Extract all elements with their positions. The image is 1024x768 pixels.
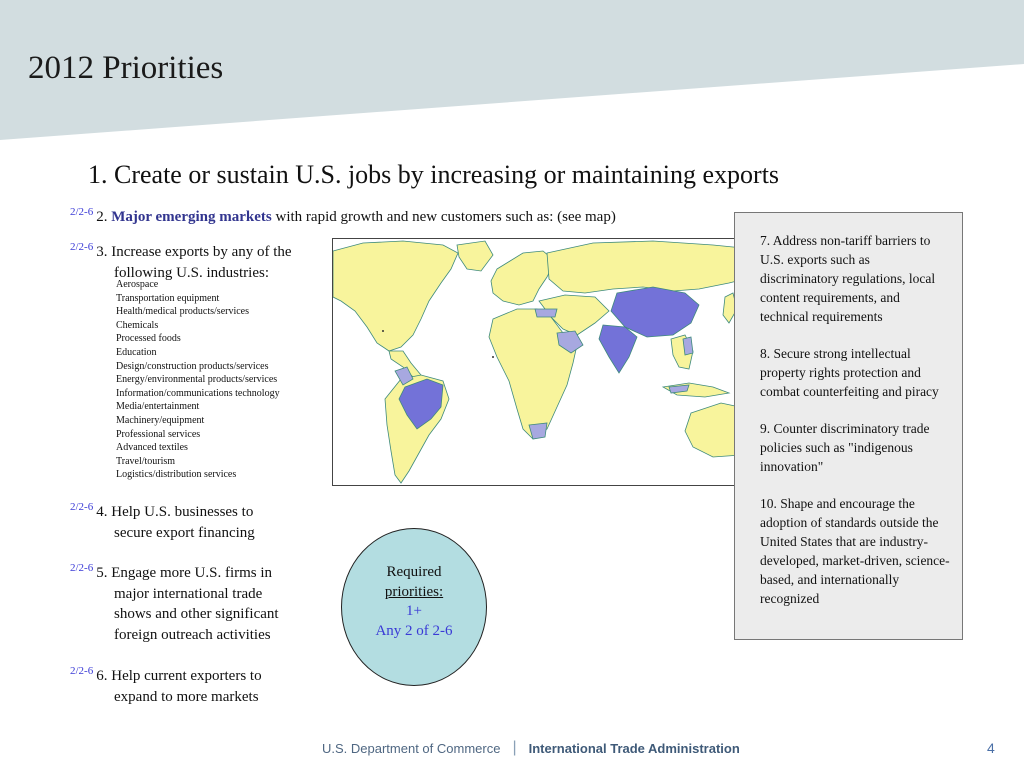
india — [599, 325, 637, 373]
required-count: 1+ — [406, 603, 422, 619]
major-emerging-markets: Major emerging markets — [111, 209, 272, 225]
priority-line: 5. Engage more U.S. firms in — [96, 565, 273, 581]
world-map-graphic — [333, 239, 753, 485]
additional-priorities-box — [734, 212, 963, 640]
ocean-dot — [382, 330, 384, 332]
world-map — [332, 238, 754, 486]
industry-list — [116, 278, 280, 482]
priority-line: foreign outreach activities — [114, 626, 271, 643]
industry-item: Advanced textiles — [116, 442, 188, 454]
industry-item: Media/entertainment — [116, 401, 200, 413]
priority-3 — [70, 237, 292, 283]
turkey — [535, 309, 557, 317]
industry-item: Machinery/equipment — [116, 414, 205, 426]
priority-tag: 2/2-6 — [70, 206, 94, 218]
industry-item: Processed foods — [116, 333, 181, 345]
ocean-dot — [492, 356, 494, 358]
slide-title: 2012 Priorities — [28, 50, 224, 86]
required-label: Required — [386, 564, 442, 580]
required-priorities-circle — [341, 528, 487, 686]
footer-agency: International Trade Administration — [528, 740, 740, 756]
required-range: Any 2 of 2-6 — [375, 622, 453, 639]
priority-9: 9. Counter discriminatory trade policies such as "indigenous innovation" — [760, 421, 930, 474]
headline: 1. Create or sustain U.S. jobs by increasing or maintaining exports — [88, 160, 780, 189]
footer-separator: | — [512, 739, 517, 756]
north-america — [333, 241, 458, 351]
footer-department: U.S. Department of Commerce — [322, 740, 501, 756]
industry-item: Energy/environmental products/services — [116, 374, 278, 386]
priority-text: with rapid growth and new customers such as: (see map) — [275, 209, 616, 225]
priority-line: shows and other significant — [114, 606, 279, 622]
footer — [322, 739, 740, 757]
priority-line: 4. Help U.S. businesses to — [96, 504, 254, 520]
industry-item: Education — [116, 346, 157, 358]
industry-item: Travel/tourism — [116, 455, 176, 467]
priority-2 — [70, 202, 616, 228]
priority-tag: 2/2-6 — [70, 501, 94, 513]
priority-line: expand to more markets — [114, 688, 259, 705]
priority-line: 3. Increase exports by any of the — [96, 244, 292, 260]
priority-line: secure export financing — [114, 524, 255, 541]
russia — [547, 241, 753, 293]
priority-10: 10. Shape and encourage the adoption of standards outside the United States that are industry-developed, market-driven, science-based, and internationally recognized — [760, 496, 950, 606]
page-number: 4 — [987, 740, 995, 756]
industry-item: Information/communications technology — [116, 387, 280, 399]
priority-4 — [70, 497, 255, 543]
priority-8: 8. Secure strong intellectual property rights protection and combat counterfeiting and piracy — [760, 346, 939, 399]
priority-line: major international trade — [114, 585, 263, 602]
priority-tag: 2/2-6 — [70, 241, 94, 253]
priority-number: 2. — [96, 209, 108, 225]
priority-line: following U.S. industries: — [114, 264, 270, 281]
priorities-label: priorities: — [384, 583, 444, 600]
industry-item: Chemicals — [116, 319, 159, 331]
priority-tag: 2/2-6 — [70, 562, 94, 574]
priority-6 — [70, 661, 262, 707]
industry-item: Professional services — [116, 428, 201, 440]
greenland — [457, 241, 493, 271]
industry-item: Health/medical products/services — [116, 306, 250, 318]
industry-item: Design/construction products/services — [116, 360, 269, 372]
europe — [491, 251, 555, 305]
priority-tag: 2/2-6 — [70, 665, 94, 677]
vietnam — [683, 337, 693, 355]
industry-item: Transportation equipment — [116, 292, 220, 304]
industry-item: Logistics/distribution services — [116, 469, 237, 481]
priority-5 — [70, 558, 279, 645]
industry-item: Aerospace — [116, 279, 159, 290]
priority-line: 6. Help current exporters to — [96, 668, 262, 684]
priority-7: 7. Address non-tariff barriers to U.S. exports such as discriminatory regulations, local content requirements, and technical requirements — [760, 233, 936, 324]
